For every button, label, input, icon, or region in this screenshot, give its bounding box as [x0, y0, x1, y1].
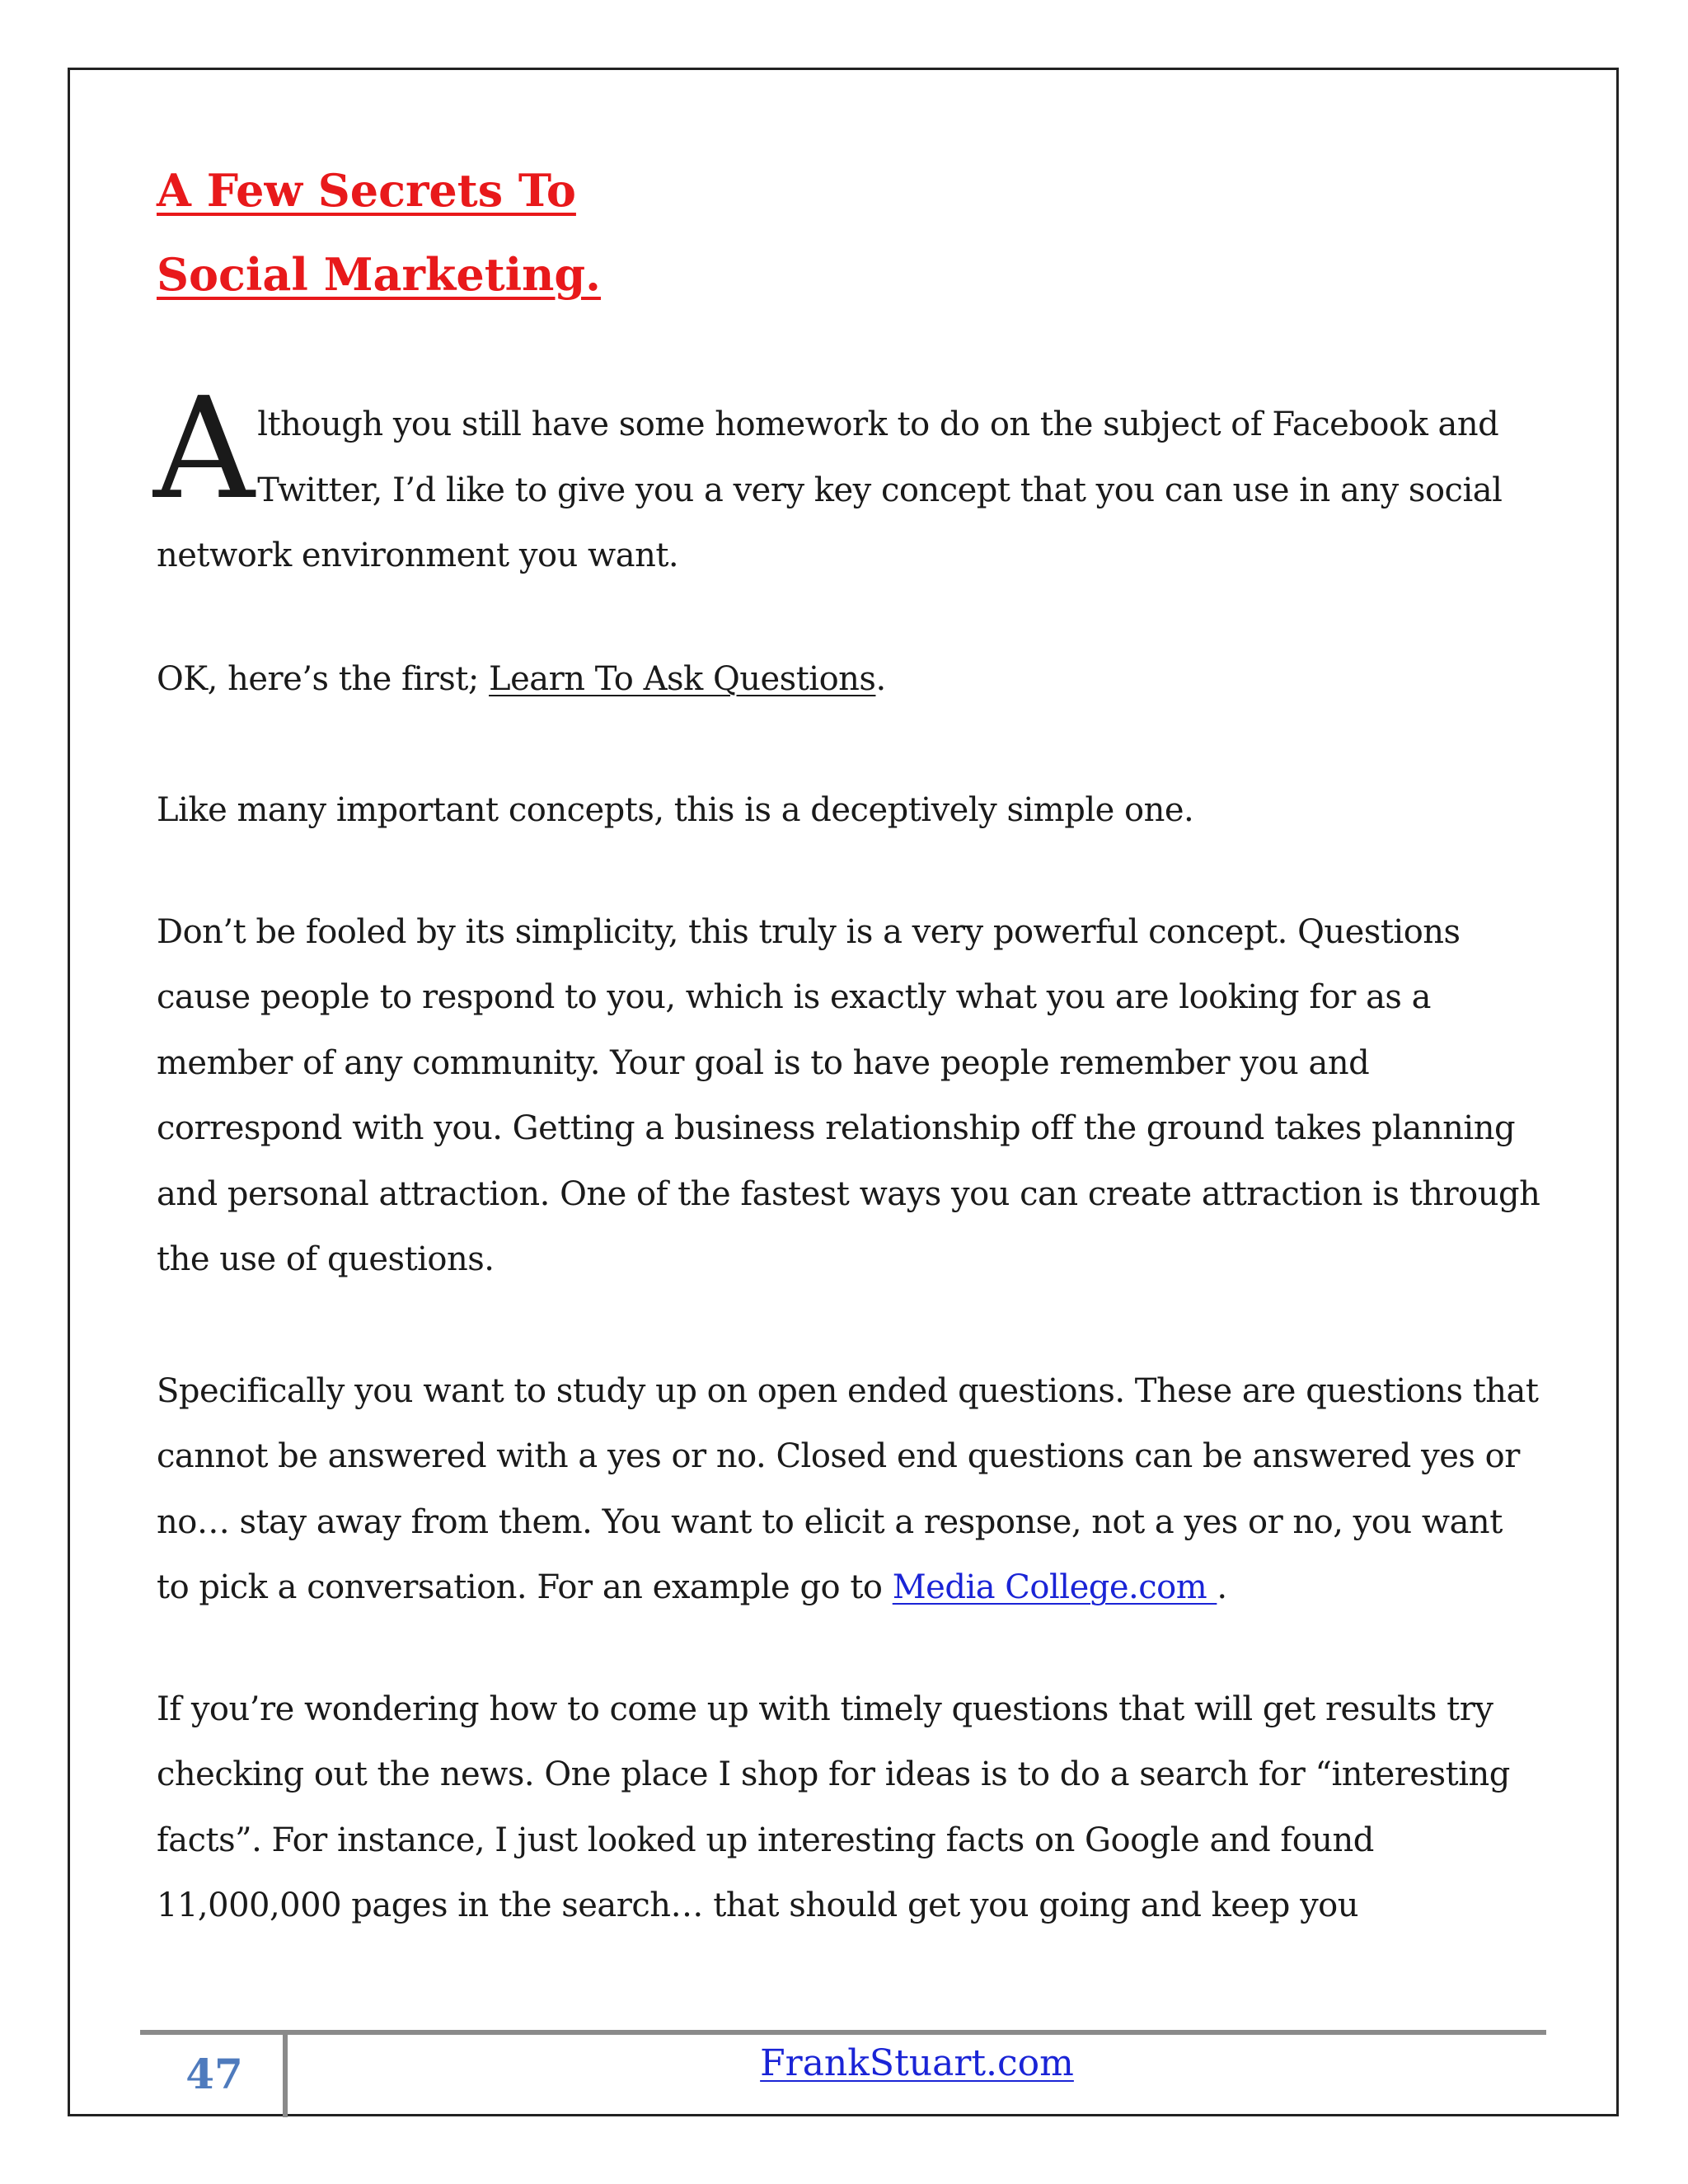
- paragraph-intro: [153, 368, 1541, 589]
- page-number: 47: [185, 2050, 243, 2098]
- first-secret-prefix: OK, here’s the first;: [157, 659, 490, 698]
- paragraph-questions-power: Don’t be fooled by its simplicity, this truly is a very powerful concept. Questions cause people to respond to you, which is exactly what you are looking for as a member of any community. Your goal is to have people remember you and correspond with you. Getting a business relationship off the ground takes planning and personal attraction. One of the fastest ways you can create attraction is through the use of questions.: [157, 912, 1540, 1278]
- media-college-link[interactable]: Media College.com: [892, 1568, 1217, 1606]
- first-secret-suffix: .: [875, 659, 886, 698]
- learn-to-ask-questions-link[interactable]: Learn To Ask Questions: [489, 659, 876, 698]
- open-ended-text: Specifically you want to study up on open ended questions. These are questions that cannot be answered with a yes or no. Closed end questions can be answered yes or no… stay away from them. You want to elicit a response, not a yes or no, you want to pick a conversation. For an example go to: [157, 1371, 1539, 1606]
- title-line-2: Social Marketing.: [157, 248, 601, 301]
- title-line-1: A Few Secrets To: [157, 164, 576, 217]
- paragraph-intro-text: lthough you still have some homework to do on the subject of Facebook and Twitter, I’d like to give you a very key concept that you can use in any social network environment you want.: [157, 405, 1503, 574]
- paragraph-open-ended: [157, 1359, 1541, 1621]
- open-ended-suffix: .: [1217, 1568, 1227, 1606]
- page-title: [157, 148, 1541, 316]
- paragraph-news-ideas: If you’re wondering how to come up with timely questions that will get results try checking out the news. One place I shop for ideas is to do a search for “interesting facts”. For instance, I just looked up interesting facts on Google and found 11,000,000 pages in the search… that should get you going and keep you: [157, 1690, 1510, 1924]
- page-content: [153, 148, 1541, 1939]
- footer-site-link[interactable]: FrankStuart.com: [760, 2042, 1074, 2084]
- paragraph-simple-concept: Like many important concepts, this is a deceptively simple one.: [157, 791, 1194, 829]
- drop-cap: A: [153, 368, 255, 531]
- footer-rule: [140, 2030, 1546, 2035]
- paragraph-first-secret: [157, 647, 1541, 713]
